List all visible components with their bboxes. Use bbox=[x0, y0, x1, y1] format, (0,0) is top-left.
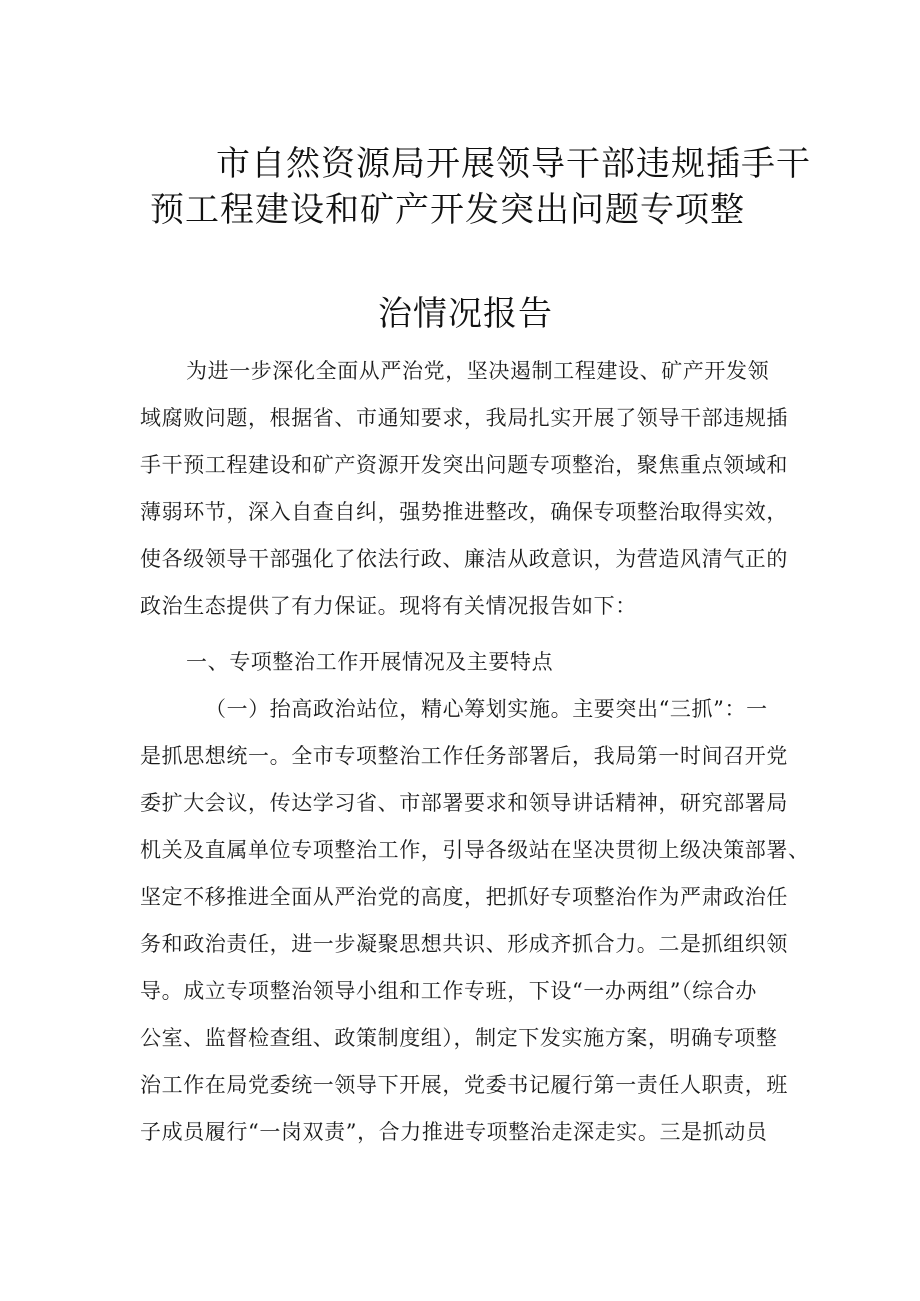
section-heading: 一、专项整治工作开展情况及主要特点 bbox=[186, 650, 554, 674]
paragraph-line: 务和政治责任，进一步凝聚思想共识、形成齐抓合力。二是抓组织领 bbox=[140, 932, 788, 956]
paragraph-line: 公室、监督检查组、政策制度组），制定下发实施方案，明确专项整 bbox=[140, 1026, 778, 1050]
paragraph-line: 导。成立专项整治领导小组和工作专班，下设“一办两组”（综合办 bbox=[140, 979, 757, 1003]
paragraph-line: 机关及直属单位专项整治工作，引导各级站在坚决贯彻上级决策部署、 bbox=[140, 838, 810, 862]
report-title-line-2: 预工程建设和矿产开发突出问题专项整 bbox=[150, 190, 745, 230]
report-title-line-3: 治情况报告 bbox=[378, 294, 553, 334]
paragraph-line: 坚定不移推进全面从严治党的高度，把抓好专项整治作为严肃政治任 bbox=[140, 885, 788, 909]
paragraph-line: 使各级领导干部强化了依法行政、廉洁从政意识，为营造风清气正的 bbox=[140, 547, 788, 571]
paragraph-line: 子成员履行“一岗双责”，合力推进专项整治走深走实。三是抓动员 bbox=[140, 1120, 768, 1144]
paragraph-line: 政治生态提供了有力保证。现将有关情况报告如下： bbox=[140, 594, 637, 618]
paragraph-line: （一）抬高政治站位，精心筹划实施。主要突出“三抓”：一 bbox=[205, 697, 768, 721]
paragraph-line: 是抓思想统一。全市专项整治工作任务部署后，我局第一时间召开党 bbox=[140, 744, 788, 768]
paragraph-line: 薄弱环节，深入自查自纠，强势推进整改，确保专项整治取得实效， bbox=[140, 500, 788, 524]
paragraph-line: 治工作在局党委统一领导下开展，党委书记履行第一责任人职责，班 bbox=[140, 1073, 788, 1097]
paragraph-line: 委扩大会议，传达学习省、市部署要求和领导讲话精神，研究部署局 bbox=[140, 791, 788, 815]
report-title-line-1: 市自然资源局开展领导干部违规插手干 bbox=[216, 144, 811, 184]
paragraph-line: 手干预工程建设和矿产资源开发突出问题专项整治，聚焦重点领域和 bbox=[140, 453, 788, 477]
paragraph-line: 域腐败问题，根据省、市通知要求，我局扎实开展了领导干部违规插 bbox=[140, 406, 788, 430]
paragraph-line: 为进一步深化全面从严治党，坚决遏制工程建设、矿产开发领 bbox=[186, 359, 770, 383]
